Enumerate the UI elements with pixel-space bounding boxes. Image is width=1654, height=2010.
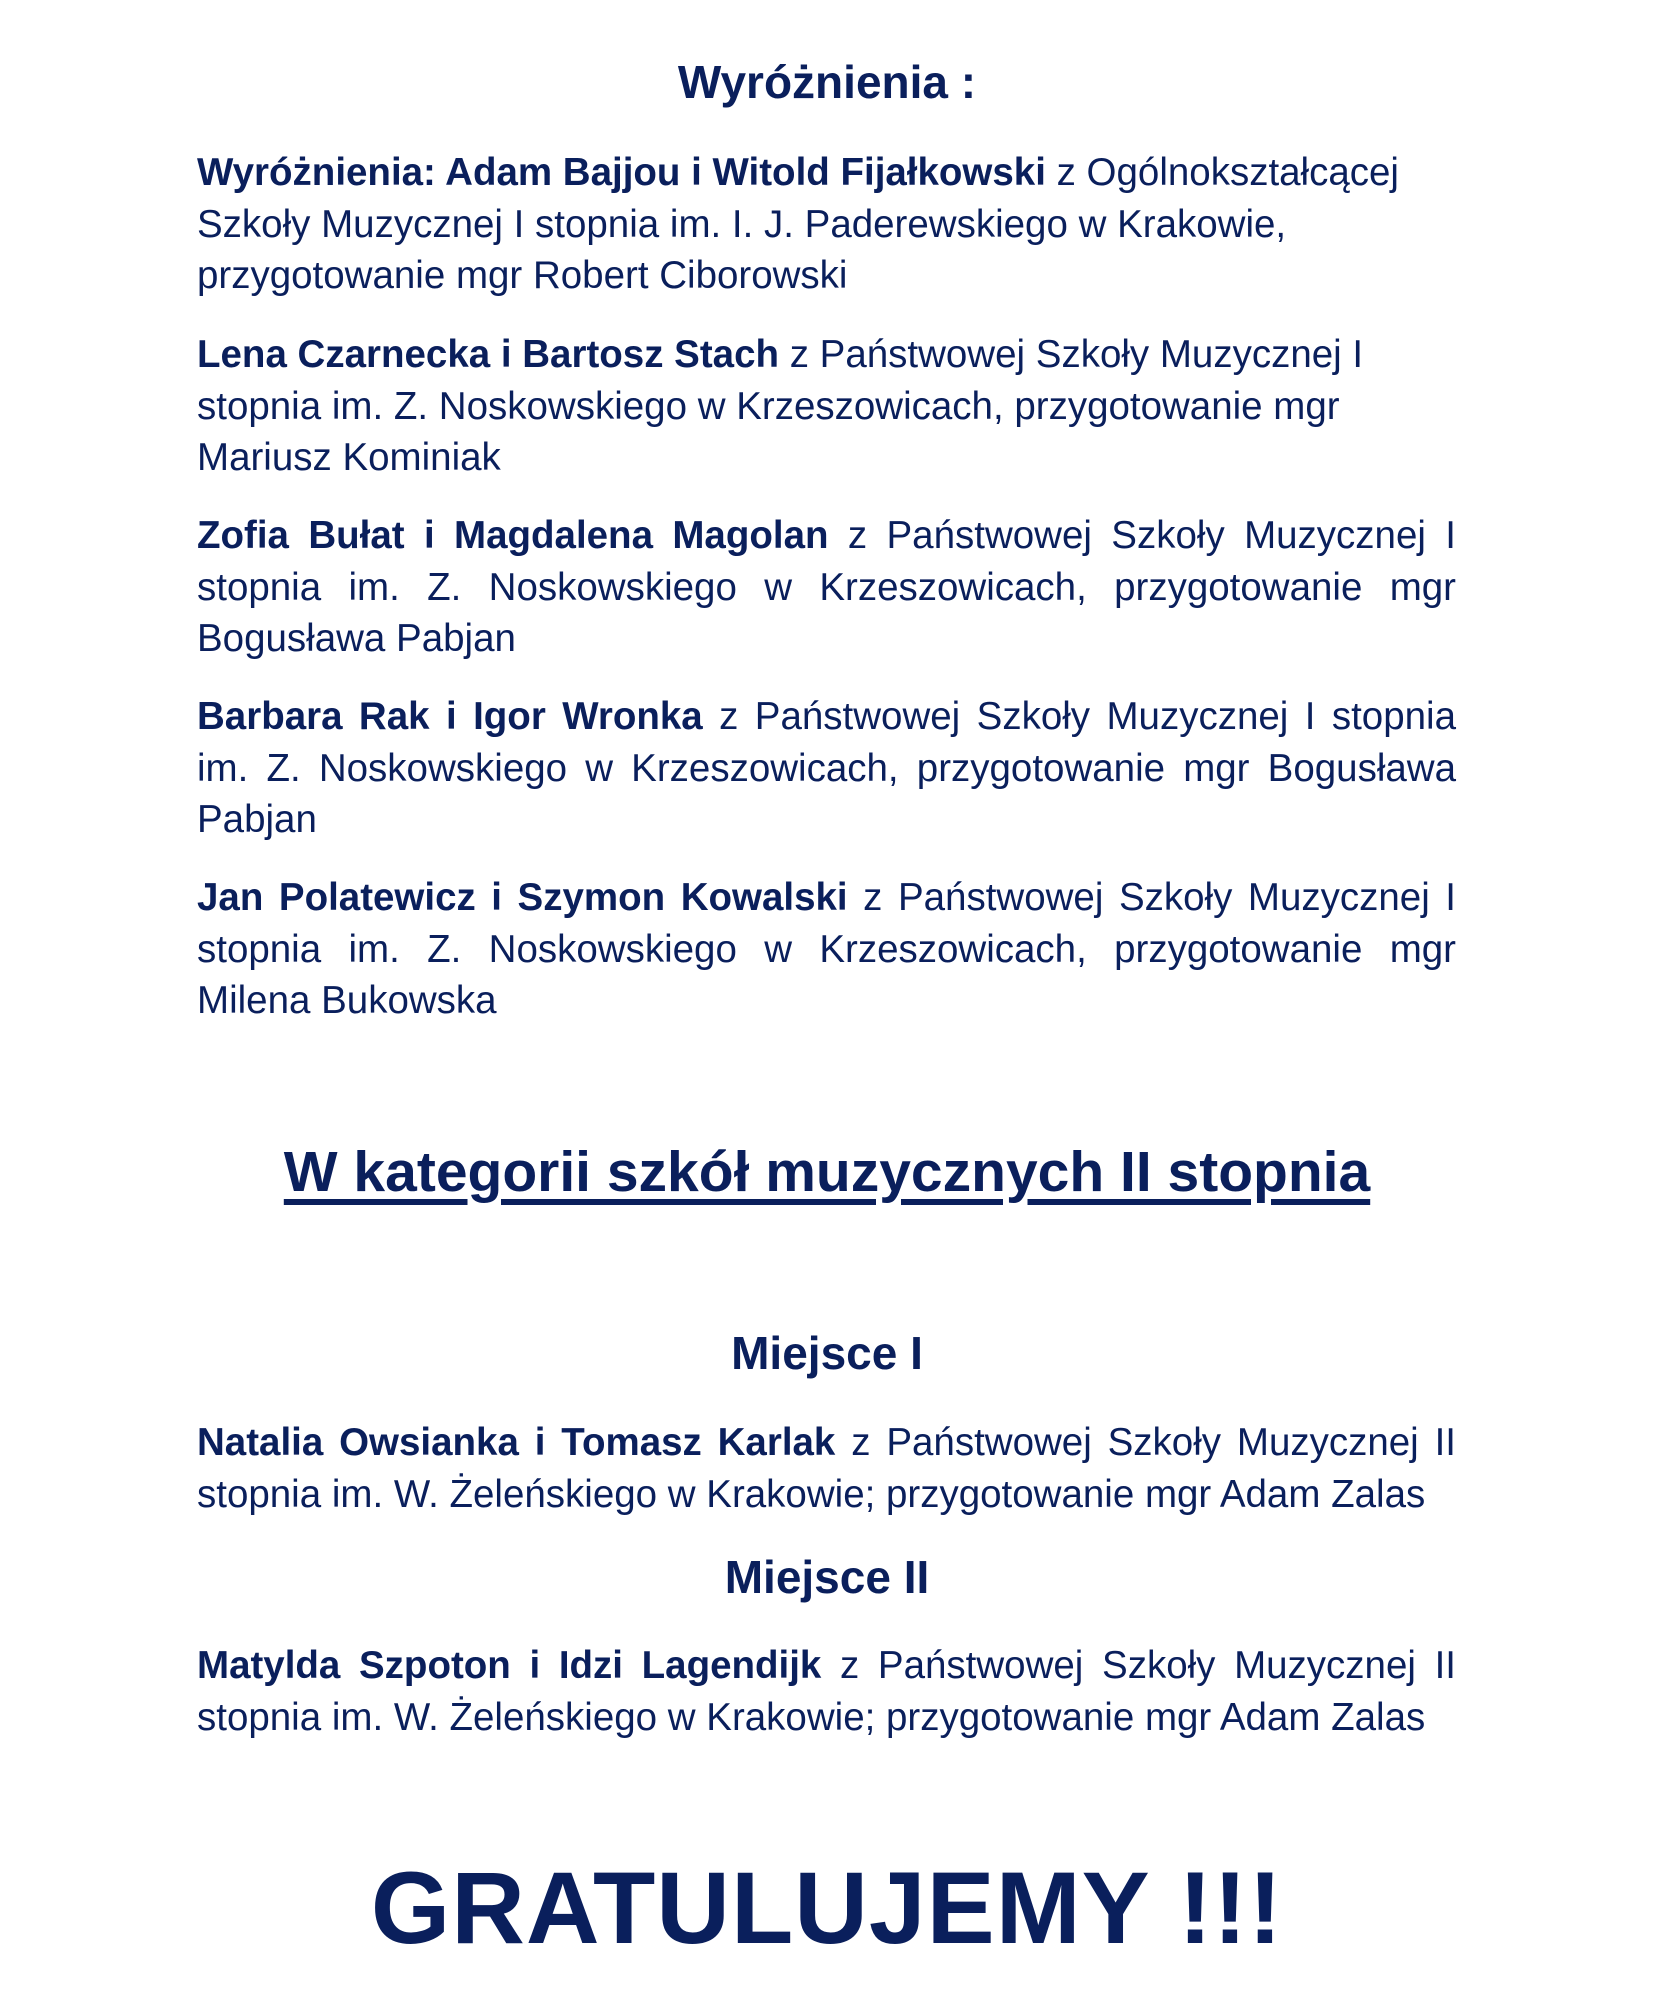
- distinction-entry: [197, 872, 1456, 1027]
- distinction-entry: [197, 147, 1456, 302]
- entry-details: z Państwowej Szkoły Muzycznej II stopnia im. W. Żeleńskiego w Krakowie; przygotowanie mgr Adam Zalas: [197, 1421, 1456, 1516]
- place-1-heading: Miejsce I: [731, 1327, 923, 1379]
- entry-details: z Ogólnokształcącej Szkoły Muzycznej I stopnia im. I. J. Paderewskiego w Krakowie, przygotowanie mgr Robert Ciborowski: [197, 151, 1399, 297]
- entry-names: Lena Czarnecka i Bartosz Stach: [197, 333, 779, 376]
- entry-details: z Państwowej Szkoły Muzycznej II stopnia im. W. Żeleńskiego w Krakowie; przygotowanie mgr Adam Zalas: [197, 1644, 1456, 1739]
- entry-names: Wyróżnienia: Adam Bajjou i Witold Fijałkowski: [197, 151, 1046, 194]
- entry-details: z Państwowej Szkoły Muzycznej I stopnia im. Z. Noskowskiego w Krzeszowicach, przygotowanie mgr Mariusz Kominiak: [197, 333, 1364, 479]
- distinctions-title: Wyróżnienia :: [677, 56, 977, 108]
- place-2-heading: Miejsce II: [724, 1551, 930, 1603]
- distinction-entry: [197, 691, 1456, 846]
- entry-names: Jan Polatewicz i Szymon Kowalski: [197, 876, 848, 919]
- entry-names: Natalia Owsianka i Tomasz Karlak: [197, 1421, 836, 1464]
- entry-names: Zofia Bułat i Magdalena Magolan: [197, 514, 829, 557]
- entry-names: Barbara Rak i Igor Wronka: [197, 695, 703, 738]
- entry-names: Matylda Szpoton i Idzi Lagendijk: [197, 1644, 822, 1687]
- distinction-entry: [197, 510, 1456, 665]
- entry-details: z Państwowej Szkoły Muzycznej I stopnia im. Z. Noskowskiego w Krzeszowicach, przygotowanie mgr Bogusława Pabjan: [197, 695, 1456, 841]
- entry-details: z Państwowej Szkoły Muzycznej I stopnia im. Z. Noskowskiego w Krzeszowicach, przygotowanie mgr Bogusława Pabjan: [197, 514, 1457, 660]
- entry-details: z Państwowej Szkoły Muzycznej I stopnia im. Z. Noskowskiego w Krzeszowicach, przygotowanie mgr Milena Bukowska: [197, 876, 1457, 1022]
- category-heading-text: W kategorii szkół muzycznych II stopnia: [283, 1140, 1371, 1204]
- distinction-entry: [197, 329, 1456, 484]
- category-heading: [0, 1136, 1654, 1208]
- congratulations-banner: GRATULUJEMY !!!: [370, 1851, 1284, 1965]
- place-entry: [197, 1417, 1456, 1520]
- place-entry: [197, 1640, 1456, 1743]
